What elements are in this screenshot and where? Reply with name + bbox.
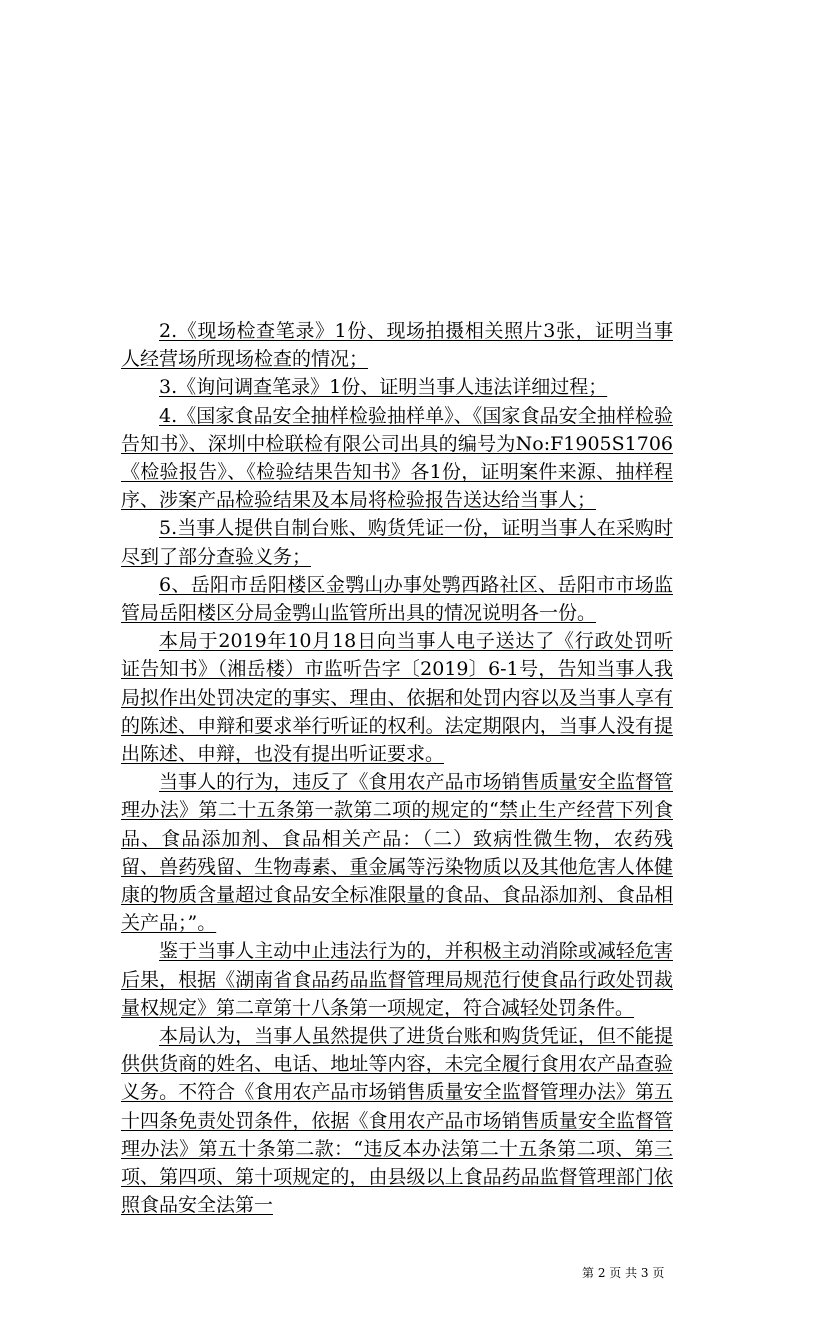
mitigation-paragraph: 鉴于当事人主动中止违法行为的，并积极主动消除或减轻危害后果，根据《湖南省食品药品监督管理局规范行使食品行政处罚裁量权规定》第二章第十八条第一项规定，符合减轻处罚条件。: [121, 940, 673, 1019]
hearing-notice-paragraph: 本局于2019年10月18日向当事人电子送达了《行政处罚听证告知书》（湘岳楼）市监听告字〔2019〕6-1号，告知当事人我局拟作出处罚决定的事实、理由、依据和处罚内容以及当事人享有的陈述、申辩和要求举行听证的权利。法定期限内，当事人没有提出陈述、申辩，也没有提出听证要求。: [121, 630, 673, 766]
document-body: [121, 317, 673, 1220]
violation-paragraph: 当事人的行为，违反了《食用农产品市场销售质量安全监督管理办法》第二十五条第一款第二项的规定的“禁止生产经营下列食品、食品添加剂、食品相关产品：（二）致病性微生物，农药残留、兽药残留、生物毒素、重金属等污染物质以及其他危害人体健康的物质含量超过食品安全标准限量的食品、食品添加剂、食品相关产品；”。: [121, 771, 673, 935]
evidence-item-3: 3.《询问调查笔录》1份、证明当事人违法详细过程；: [159, 376, 608, 399]
evidence-item-6: 6、岳阳市岳阳楼区金鹗山办事处鹗西路社区、岳阳市市场监管局岳阳楼区分局金鹗山监管所出具的情况说明各一份。: [121, 573, 673, 625]
conclusion-paragraph: 本局认为，当事人虽然提供了进货台账和购货凭证，但不能提供供货商的姓名、电话、地址等内容，未完全履行食用农产品查验义务。不符合《食用农产品市场销售质量安全监督管理办法》第五十四条免责处罚条件，依据《食用农产品市场销售质量安全监督管理办法》第五十条第二款：“违反本办法第二十五条第二项、第三项、第四项、第十项规定的，由县级以上食品药品监督管理部门依照食品安全法第一: [121, 1025, 673, 1217]
evidence-item-4: 4.《国家食品安全抽样检验抽样单》、《国家食品安全抽样检验告知书》、深圳中检联检有限公司出具的编号为No:F1905S1706《检验报告》、《检验结果告知书》各1份，证明案件来源、抽样程序、涉案产品检验结果及本局将检验报告送达给当事人；: [121, 404, 673, 512]
evidence-item-2: 2.《现场检查笔录》1份、现场拍摄相关照片3张，证明当事人经营场所现场检查的情况；: [121, 320, 673, 371]
evidence-item-5: 5.当事人提供自制台账、购货凭证一份，证明当事人在采购时尽到了部分查验义务；: [121, 517, 673, 568]
page-number: 第 2 页 共 3 页: [582, 1266, 665, 1280]
